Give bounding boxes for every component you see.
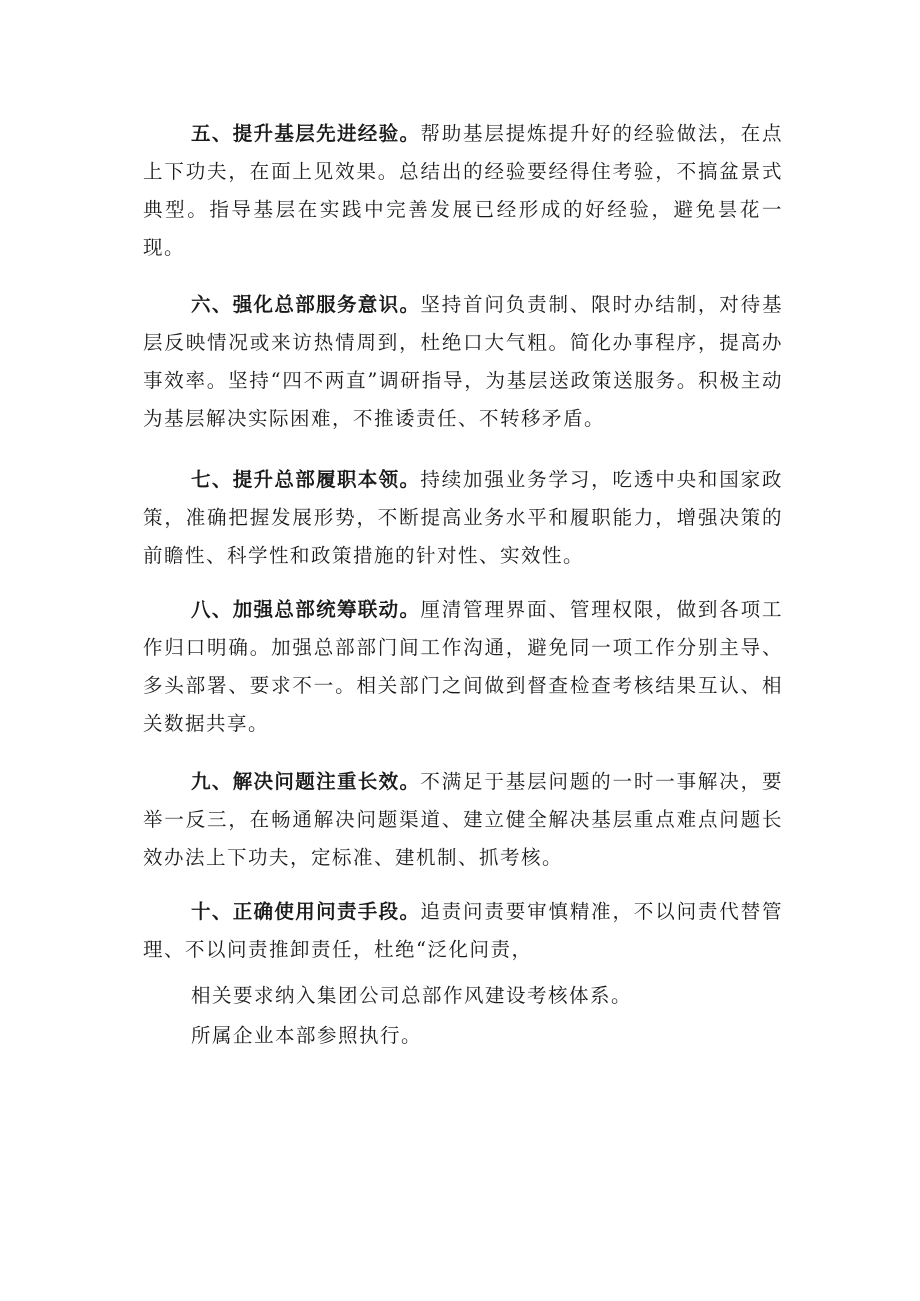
paragraph-9-body: 不满足于基层问题的一时一事解决，要举一反三，在畅通解决问题渠道、建立健全解决基层重点难点问题长效办法上下功夫，定标准、建机制、抓考核。 xyxy=(143,770,783,869)
paragraph-6 xyxy=(143,286,783,438)
paragraph-7 xyxy=(143,461,783,575)
note-assessment: 相关要求纳入集团公司总部作风建设考核体系。 xyxy=(191,984,633,1007)
paragraph-8-heading: 八、加强总部统筹联动。 xyxy=(191,598,421,621)
paragraph-7-heading: 七、提升总部履职本领。 xyxy=(191,468,421,491)
paragraph-5-body: 帮助基层提炼提升好的经验做法，在点上下功夫，在面上见效果。总结出的经验要经得住考验，不搞盆景式典型。指导基层在实践中完善发展已经形成的好经验，避免昙花一现。 xyxy=(143,122,783,259)
paragraph-10-heading: 十、正确使用问责手段。 xyxy=(191,900,421,923)
paragraph-10-body: 追责问责要审慎精准，不以问责代替管理、不以问责推卸责任，杜绝“泛化问责， xyxy=(143,900,783,961)
paragraph-7-body: 持续加强业务学习，吃透中央和国家政策，准确把握发展形势，不断提高业务水平和履职能力，增强决策的前瞻性、科学性和政策措施的针对性、实效性。 xyxy=(143,468,783,567)
paragraph-6-body: 坚持首问负责制、限时办结制，对待基层反映情况或来访热情周到，杜绝口大气粗。简化办事程序，提高办事效率。坚持“四不两直”调研指导，为基层送政策送服务。积极主动为基层解决实际困难，不推诿责任、不转移矛盾。 xyxy=(143,293,783,430)
paragraph-9 xyxy=(143,763,783,877)
paragraph-5-heading: 五、提升基层先进经验。 xyxy=(191,122,421,145)
paragraph-8 xyxy=(143,591,783,743)
paragraph-10 xyxy=(143,893,783,969)
note-enterprise: 所属企业本部参照执行。 xyxy=(191,1024,423,1047)
paragraph-9-heading: 九、解决问题注重长效。 xyxy=(191,770,421,793)
paragraph-6-heading: 六、强化总部服务意识。 xyxy=(191,293,421,316)
paragraph-8-body: 厘清管理界面、管理权限，做到各项工作归口明确。加强总部部门间工作沟通，避免同一项工作分别主导、多头部署、要求不一。相关部门之间做到督查检查考核结果互认、相关数据共享。 xyxy=(143,598,783,735)
paragraph-5 xyxy=(143,115,783,267)
